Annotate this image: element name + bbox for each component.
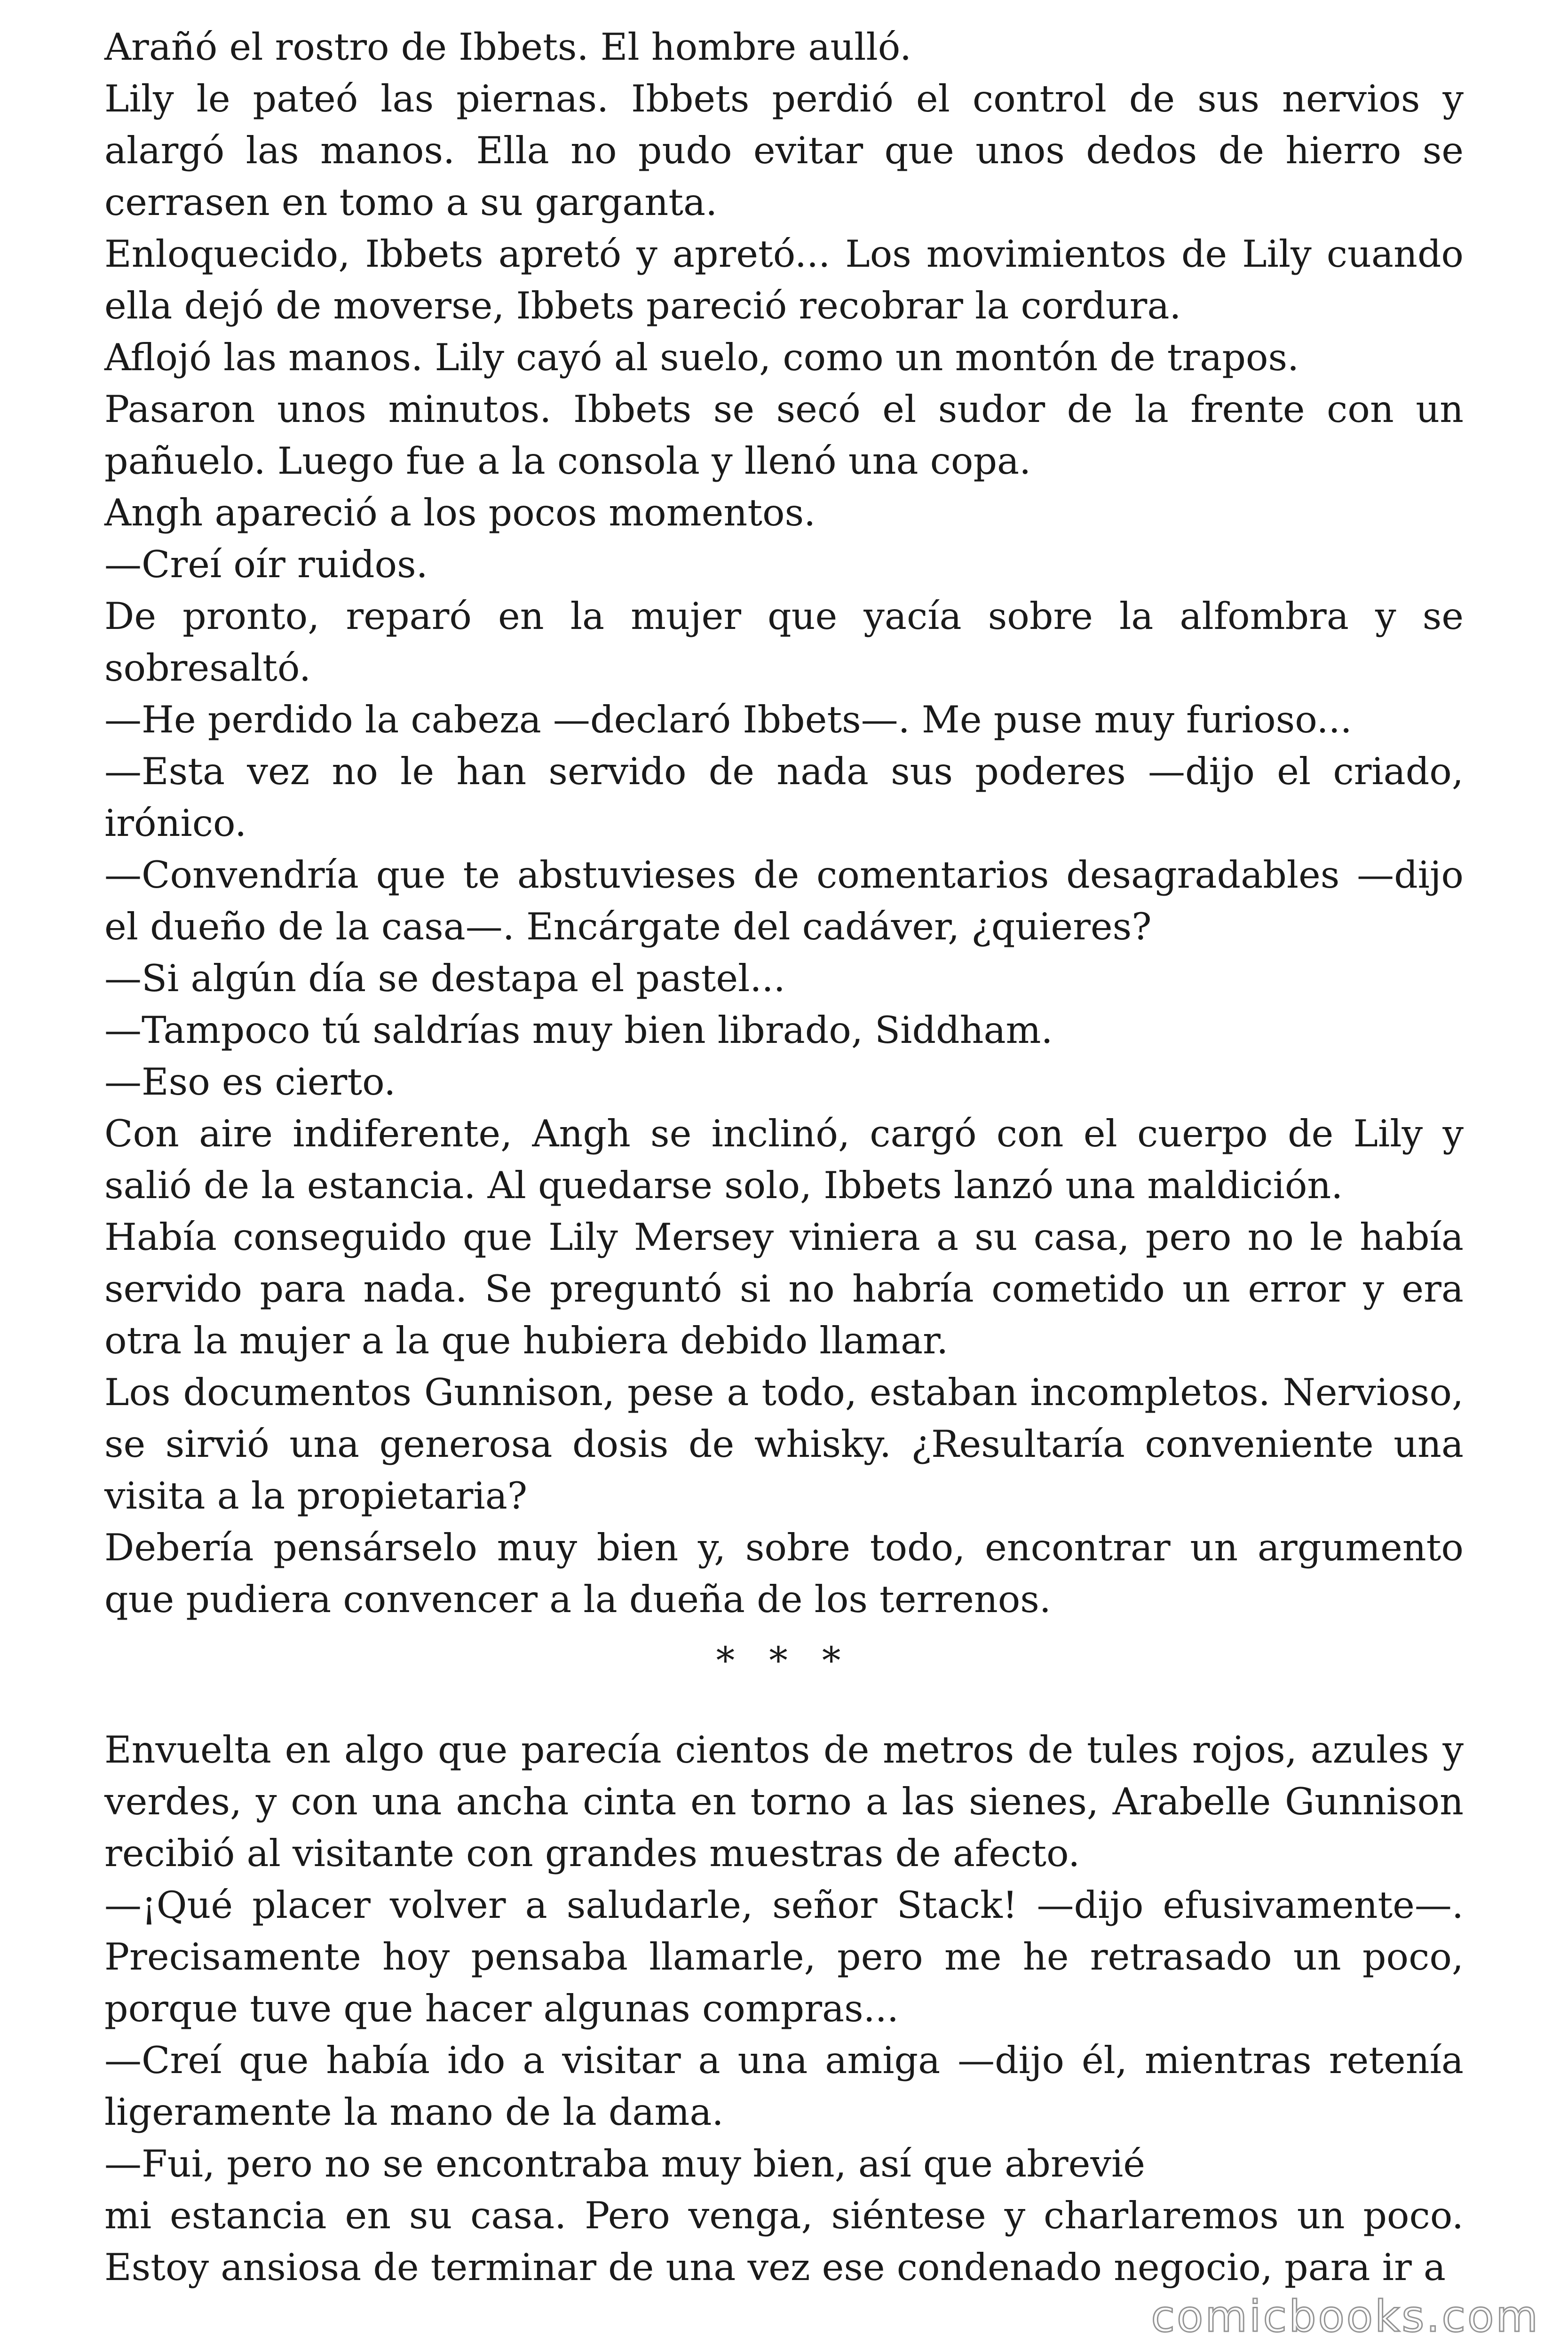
paragraph: Aflojó las manos. Lily cayó al suelo, como un montón de trapos. [104,336,1299,379]
paragraph: Los documentos Gunnison, pese a todo, estaban incompletos. Nervioso, se sirvió una generosa dosis de whisky. ¿Resultaría conveniente una visita a la propietaria? [104,1371,1464,1518]
watermark-logo: comicbooks.com [1151,2291,1540,2342]
paragraph: Debería pensárselo muy bien y, sobre todo, encontrar un argumento que pudiera convencer a la dueña de los terrenos. [104,1526,1464,1621]
paragraph: —Creí oír ruidos. [104,543,428,586]
paragraph: De pronto, reparó en la mujer que yacía sobre la alfombra y se sobresaltó. [104,595,1464,690]
section-after [104,1724,1464,2293]
paragraph: Lily le pateó las piernas. Ibbets perdió el control de sus nervios y alargó las manos. Ella no pudo evitar que unos dedos de hierro se cerrasen en tomo a su garganta. [104,77,1464,224]
paragraph: —Convendría que te abstuvieses de comentarios desagradables —dijo el dueño de la casa—. Encárgate del cadáver, ¿quieres? [104,853,1464,948]
paragraph: Arañó el rostro de Ibbets. El hombre aulló. [104,25,912,69]
paragraph: —Si algún día se destapa el pastel... [104,957,785,1000]
paragraph: mi estancia en su casa. Pero venga, siéntese y charlaremos un poco. Estoy ansiosa de terminar de una vez ese condenado negocio, para ir a [104,2194,1464,2289]
paragraph: —Creí que había ido a visitar a una amiga —dijo él, mientras retenía ligeramente la mano de la dama. [104,2039,1464,2134]
paragraph: Había conseguido que Lily Mersey viniera a su casa, pero no le había servido para nada. Se preguntó si no habría cometido un error y era otra la mujer a la que hubiera debido llamar. [104,1216,1464,1362]
paragraph: Envuelta en algo que parecía cientos de metros de tules rojos, azules y verdes, y con una ancha cinta en torno a las sienes, Arabelle Gunnison recibió al visitante con grandes muestras de afecto. [104,1728,1464,1875]
paragraph: —Tampoco tú saldrías muy bien librado, Siddham. [104,1009,1053,1052]
paragraph: —Eso es cierto. [104,1060,396,1104]
paragraph: Con aire indiferente, Angh se inclinó, cargó con el cuerpo de Lily y salió de la estancia. Al quedarse solo, Ibbets lanzó una maldición. [104,1112,1464,1207]
section-before [104,21,1464,1625]
paragraph: Angh apareció a los pocos momentos. [104,491,816,534]
paragraph: Pasaron unos minutos. Ibbets se secó el sudor de la frente con un pañuelo. Luego fue a la consola y llenó una copa. [104,388,1464,483]
paragraph: —Esta vez no le han servido de nada sus poderes —dijo el criado, irónico. [104,750,1464,845]
paragraph: —He perdido la cabeza —declaró Ibbets—. Me puse muy furioso... [104,698,1352,741]
paragraph: —¡Qué placer volver a saludarle, señor Stack! —dijo efusivamente—. Precisamente hoy pensaba llamarle, pero me he retrasado un poco, porque tuve que hacer algunas compras... [104,1883,1464,2030]
paragraph: —Fui, pero no se encontraba muy bien, así que abrevié [104,2142,1146,2185]
scene-separator: * * * [716,1639,852,1682]
paragraph: Enloquecido, Ibbets apretó y apretó... Los movimientos de Lily cuando ella dejó de moverse, Ibbets pareció recobrar la cordura. [104,232,1464,327]
page-text [104,21,1464,2293]
